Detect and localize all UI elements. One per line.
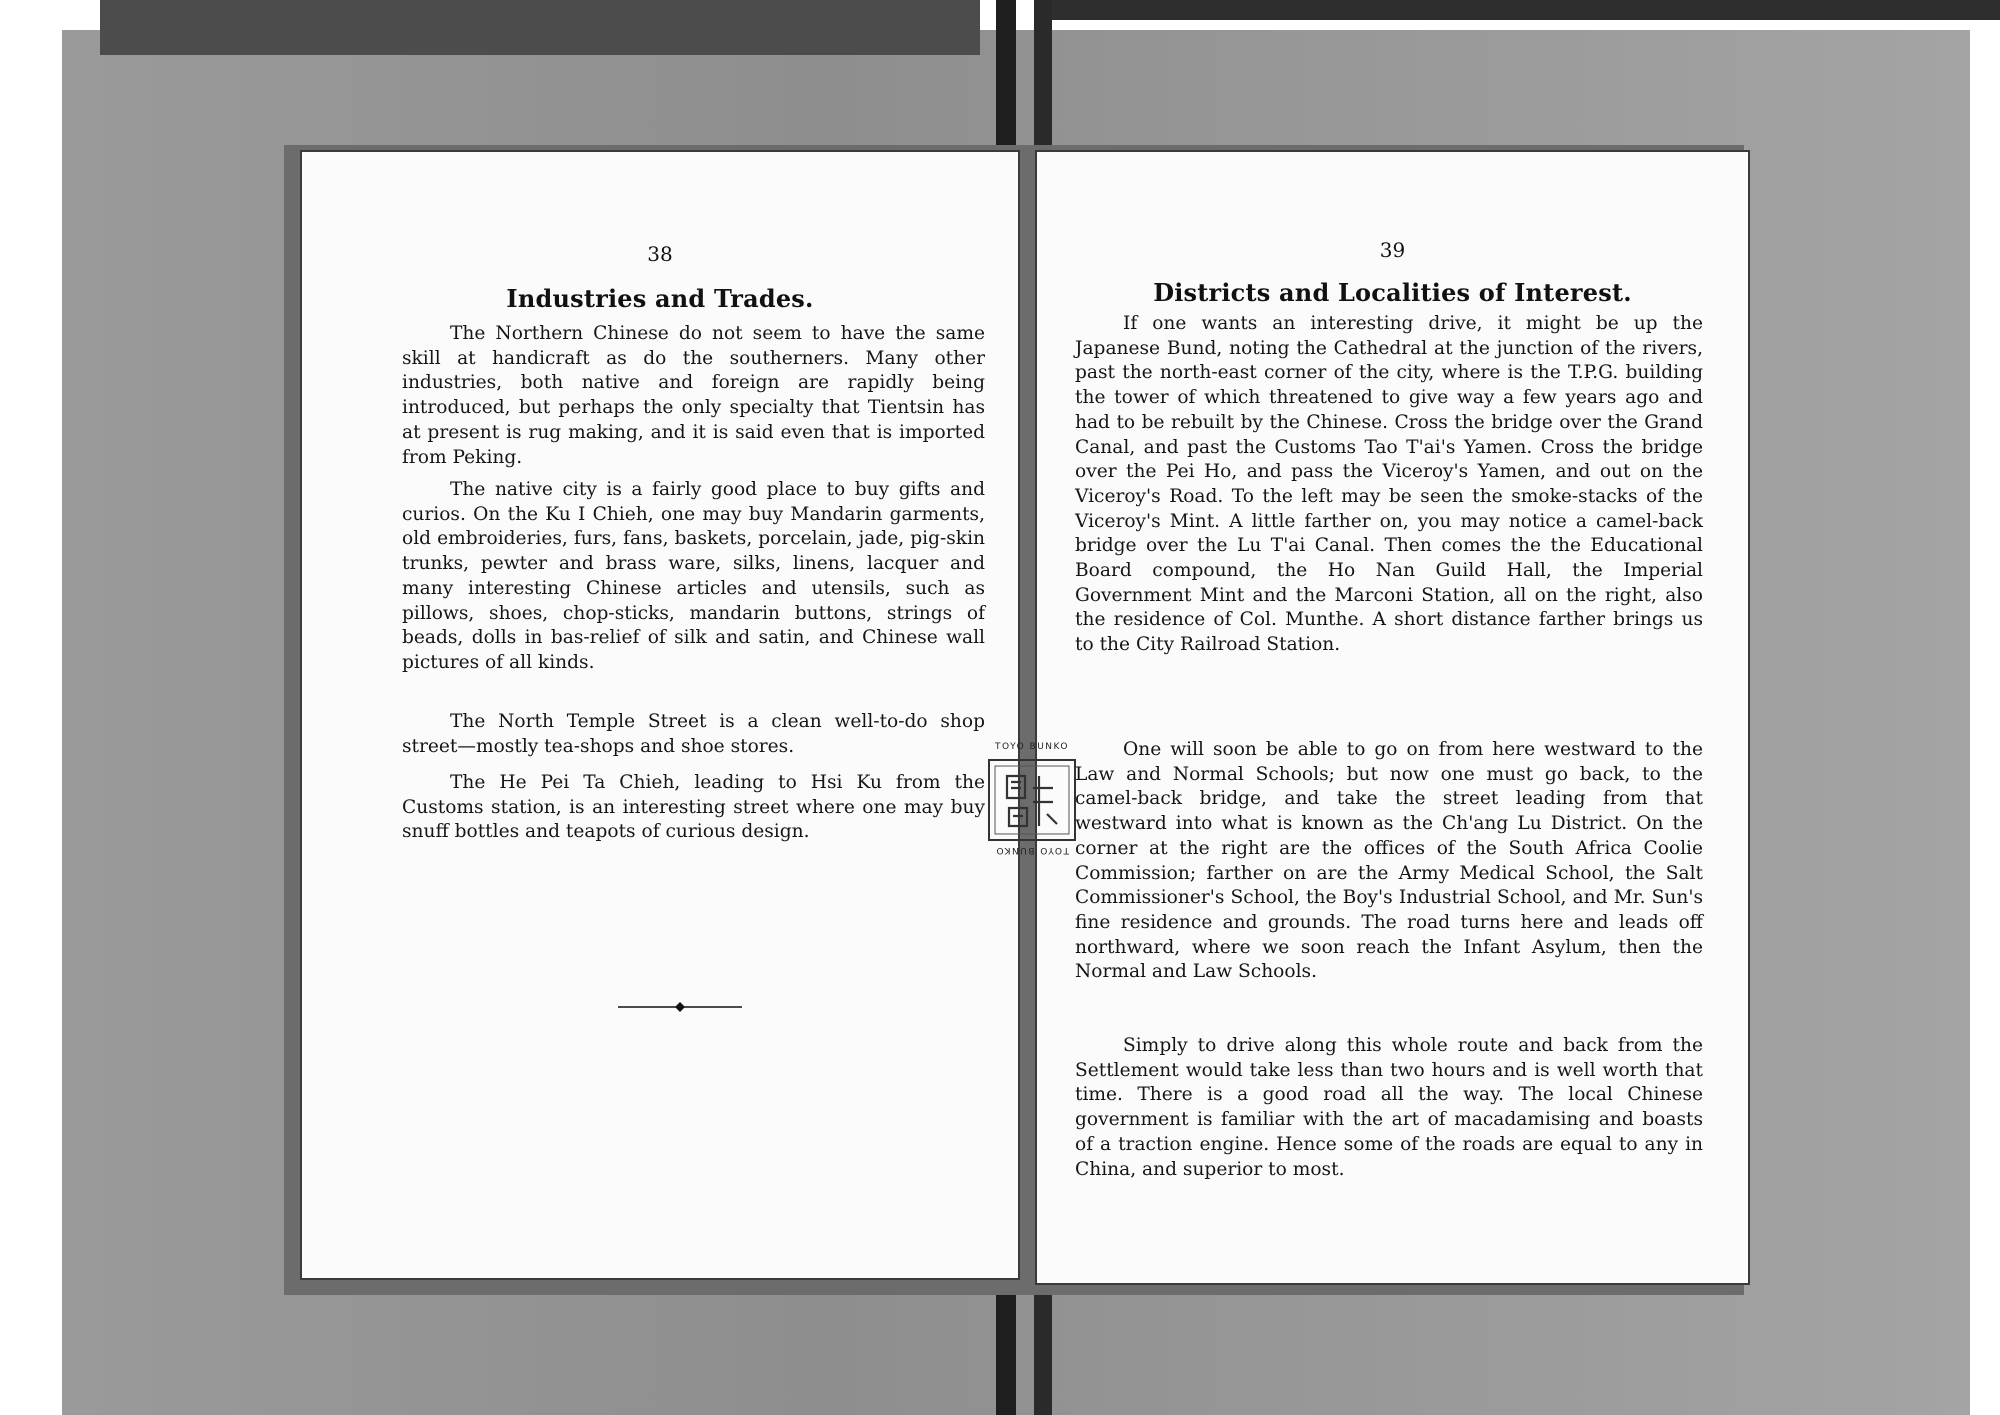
paragraph: One will soon be able to go on from here westward to the Law and Normal Schools; but now one must go back, to the camel-back bridge, and take the street leading from that westward into what is known as the Ch'ang Lu District. On the corner at the right are the offices of the South Africa Coolie Commission; farther on are the Army Medical School, the Salt Commissioner's School, the Boy's Industrial School, and Mr. Sun's fine residence and grounds. The road turns here and leads off northward, where we soon reach the Infant Asylum, then the Normal and Law Schools. [1075, 739, 1703, 983]
scan-top-band [100, 0, 980, 55]
seal-icon [987, 758, 1077, 842]
section-heading: Industries and Trades. [506, 284, 814, 313]
paragraph: The North Temple Street is a clean well-to-do shop street—mostly tea-shops and shoe stores. [402, 711, 985, 757]
stamp-top-text: TOYO BUNKO [994, 742, 1070, 752]
ornament-divider [618, 1000, 742, 1014]
right-page [1035, 150, 1750, 1285]
scan-top-band-right [1050, 0, 2000, 20]
paragraph: Simply to drive along this whole route and back from the Settlement would take less than two hours and is well worth that time. There is a good road all the way. The local Chinese government is familiar with the art of macadamising and boasts of a traction engine. Hence some of the roads are equal to any in China, and superior to most. [1075, 1035, 1703, 1180]
library-stamp [975, 740, 1089, 862]
paragraph: The native city is a fairly good place to buy gifts and curios. On the Ku I Chieh, one may buy Mandarin garments, old embroideries, furs, fans, baskets, porcelain, jade, pig-skin trunks, pewter and brass ware, silks, linens, lacquer and many interesting Chinese articles and utensils, such as pillows, shoes, chop-sticks, mandarin buttons, strings of beads, dolls in bas-relief of silk and satin, and Chinese wall pictures of all kinds. [402, 479, 985, 673]
left-page [300, 150, 1020, 1280]
paragraph: The Northern Chinese do not seem to have the same skill at handicraft as do the southerners. Many other industries, both native and foreign are rapidly being introduced, but perhaps the only specialty that Tientsin has at present is rug making, and it is said even that is imported from Peking. [402, 323, 985, 468]
paragraph: The He Pei Ta Chieh, leading to Hsi Ku from the Customs station, is an interesting street where one may buy snuff bottles and teapots of curious design. [402, 772, 985, 843]
page-number: 38 [647, 242, 673, 266]
page-number: 39 [1379, 238, 1406, 262]
stamp-bottom-text: TOYO BUNKO [994, 845, 1070, 855]
section-heading: Districts and Localities of Interest. [1153, 278, 1632, 307]
paragraph: If one wants an interesting drive, it might be up the Japanese Bund, noting the Cathedral at the junction of the rivers, past the north-east corner of the city, where is the T.P.G. building the tower of which threatened to give way a few years ago and had to be rebuilt by the Chinese. Cross the bridge over the Grand Canal, and past the Customs Tao T'ai's Yamen. Cross the bridge over the Pei Ho, and pass the Viceroy's Yamen, and out on the Viceroy's Road. To the left may be seen the smoke-stacks of the Viceroy's Mint. A little farther on, you may notice a camel-back bridge over the Lu T'ai Canal. Then comes the the Educational Board compound, the Ho Nan Guild Hall, the Imperial Government Mint and the Marconi Station, all on the right, also the residence of Col. Munthe. A short distance farther brings us to the City Railroad Station. [1075, 313, 1703, 656]
